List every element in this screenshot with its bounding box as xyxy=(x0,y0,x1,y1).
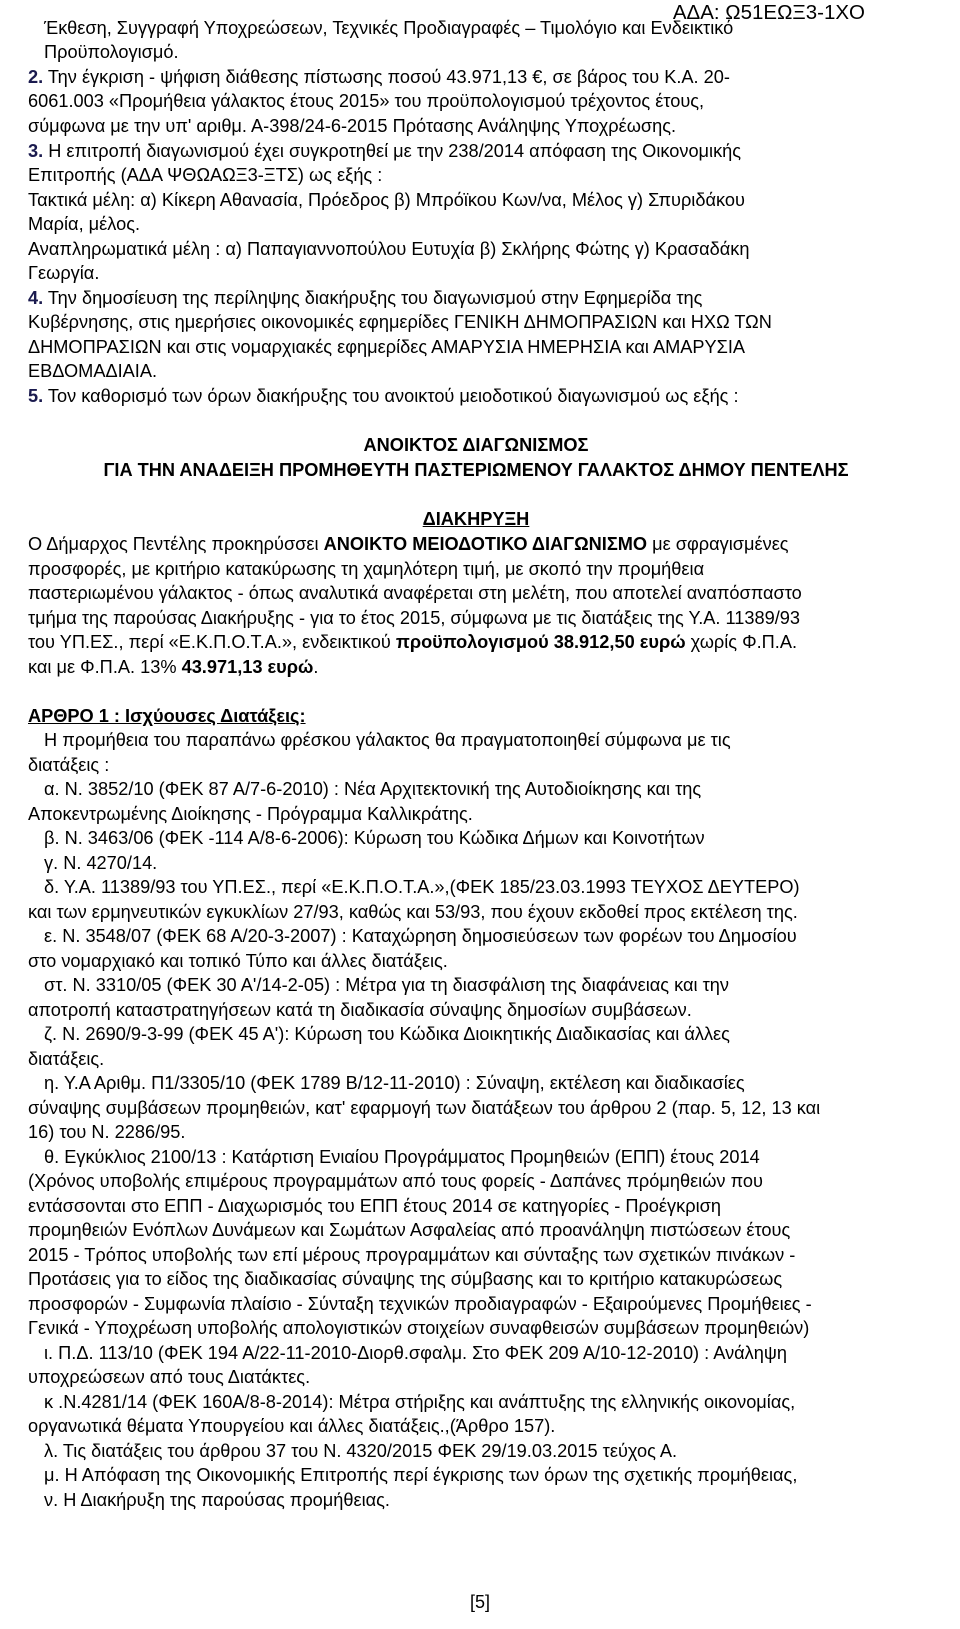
item-3-line-2: Επιτροπής (ΑΔΑ ΨΘΩΑΩΞ3-ΞΤΣ) ως εξής : xyxy=(28,165,383,185)
item-3-line-3: Τακτικά μέλη: α) Κίκερη Αθανασία, Πρόεδρος β) Μπρόϊκου Κων/να, Μέλος γ) Σπυριδάκου xyxy=(28,190,745,210)
title-declaration: ΔΙΑΚΗΡΥΞΗ xyxy=(422,509,530,529)
intro-line-2: Προϋπολογισμό. xyxy=(44,42,179,62)
provision-a-2: Αποκεντρωμένης Διοίκησης - Πρόγραμμα Καλλικράτης. xyxy=(28,804,473,824)
provision-i-2: υποχρεώσεων από τους Διατάκτες. xyxy=(28,1367,311,1387)
item-3-line-6: Γεωργία. xyxy=(28,263,100,283)
provision-d-1: δ. Υ.Α. 11389/93 του ΥΠ.ΕΣ., περί «Ε.Κ.Π.Ο.Τ.Α.»,(ΦΕΚ 185/23.03.1993 ΤΕΥΧΟΣ ΔΕΥΤΕΡΟ) xyxy=(44,877,800,897)
item-4-number: 4. xyxy=(28,288,44,308)
provision-c: γ. Ν. 4270/14. xyxy=(44,853,158,873)
declaration-line-4: τμήμα της παρούσας Διακήρυξης - για το έτος 2015, σύμφωνα με τις διατάξεις της Υ.Α. 11389/93 xyxy=(28,608,801,628)
provision-z-2: διατάξεις. xyxy=(28,1049,105,1069)
declaration-total: 43.971,13 ευρώ xyxy=(181,657,314,677)
item-2-line-1 xyxy=(28,65,924,90)
declaration-line-3: παστεριωμένου γάλακτος - όπως αναλυτικά αναφέρεται στη μελέτη, που αποτελεί αναπόσπαστο xyxy=(28,583,802,603)
item-4-line-1 xyxy=(28,286,924,311)
item-2-line-2: 6061.003 «Προμήθεια γάλακτος έτους 2015» του προϋπολογισμού τρέχοντος έτους, xyxy=(28,91,705,111)
item-3-text-1: Η επιτροπή διαγωνισμού έχει συγκροτηθεί με την 238/2014 απόφαση της Οικονομικής xyxy=(48,141,742,161)
declaration-text-6a: και με Φ.Π.Α. 13% xyxy=(28,657,182,677)
provision-th-1: θ. Εγκύκλιος 2100/13 : Κατάρτιση Ενιαίου Προγράμματος Προμηθειών (ΕΠΠ) έτους 2014 xyxy=(44,1147,760,1167)
provision-e-2: στο νομαρχιακό και τοπικό Τύπο και άλλες διατάξεις. xyxy=(28,951,448,971)
declaration-text-5a: του ΥΠ.ΕΣ., περί «Ε.Κ.Π.Ο.Τ.Α.», ενδεικτικού xyxy=(28,632,396,652)
declaration-line-5 xyxy=(28,630,924,655)
provision-th-4: προμηθειών Ενόπλων Δυνάμεων και Σωμάτων Ασφαλείας από προανάληψη πιστώσεων έτους xyxy=(28,1220,791,1240)
provision-h-1: η. Υ.Α Αριθμ. Π1/3305/10 (ΦΕΚ 1789 Β/12-11-2010) : Σύναψη, εκτέλεση και διαδικασίες xyxy=(44,1073,745,1093)
provision-th-2: (Χρόνος υποβολής επιμέρους προγραμμάτων από τους φορείς - Δαπάνες πρόμηθειών που xyxy=(28,1171,763,1191)
declaration-text-1c: με σφραγισμένες xyxy=(647,534,789,554)
provision-h-3: 16) του Ν. 2286/95. xyxy=(28,1122,186,1142)
declaration-text-1a: Ο Δήμαρχος Πεντέλης προκηρύσσει xyxy=(28,534,324,554)
item-3-line-4: Μαρία, μέλος. xyxy=(28,214,141,234)
item-2-number: 2. xyxy=(28,67,44,87)
provision-z-1: ζ. Ν. 2690/9-3-99 (ΦΕΚ 45 Α'): Κύρωση του Κώδικα Διοικητικής Διαδικασίας και άλλες xyxy=(44,1024,730,1044)
provision-i-1: ι. Π.Δ. 113/10 (ΦΕΚ 194 Α/22-11-2010-Διορθ.σφαλμ. Στο ΦΕΚ 209 Α/10-12-2010) : Ανάληψη xyxy=(44,1343,787,1363)
provision-h-2: σύναψης συμβάσεων προμηθειών, κατ' εφαρμογή των διατάξεων του άρθρου 2 (παρ. 5, 12, 13 και xyxy=(28,1098,821,1118)
article-1-intro-1: Η προμήθεια του παραπάνω φρέσκου γάλακτος θα πραγματοποιηθεί σύμφωνα με τις xyxy=(44,730,731,750)
item-4-text-1: Την δημοσίευση της περίληψης διακήρυξης του διαγωνισμού στην Εφημερίδα της xyxy=(47,288,703,308)
declaration-budget: προϋπολογισμού 38.912,50 ευρώ xyxy=(395,632,686,652)
article-1-heading: ΑΡΘΡΟ 1 : Ισχύουσες Διατάξεις: xyxy=(28,706,306,726)
item-4-line-3: ΔΗΜΟΠΡΑΣΙΩΝ και στις νομαρχιακές εφημερίδες ΑΜΑΡΥΣΙΑ ΗΜΕΡΗΣΙΑ και ΑΜΑΡΥΣΙΑ xyxy=(28,337,746,357)
item-3-line-1 xyxy=(28,139,924,164)
provision-th-8: Γενικά - Υποχρέωση υποβολής απολογιστικών στοιχείων συναφθεισών συμβάσεων προμηθειών) xyxy=(28,1318,810,1338)
provision-b: β. Ν. 3463/06 (ΦΕΚ -114 Α/8-6-2006): Κύρωση του Κώδικα Δήμων και Κοινοτήτων xyxy=(44,828,705,848)
ada-code: ΑΔΑ: Ω51ΕΩΞ3-1ΧΟ xyxy=(672,1,865,24)
item-4-line-2: Κυβέρνησης, στις ημερήσιες οικονομικές εφημερίδες ΓΕΝΙΚΗ ΔΗΜΟΠΡΑΣΙΩΝ και ΗΧΩ ΤΩΝ xyxy=(28,312,772,332)
declaration-line-2: προσφορές, με κριτήριο κατακύρωσης τη χαμηλότερη τιμή, με σκοπό την προμήθεια xyxy=(28,559,705,579)
provision-st-1: στ. Ν. 3310/05 (ΦΕΚ 30 Α'/14-2-05) : Μέτρα για τη διασφάλιση της διαφάνειας και την xyxy=(44,975,729,995)
declaration-text-6c: . xyxy=(313,657,319,677)
item-2-line-3: σύμφωνα με την υπ' αριθμ. Α-398/24-6-2015 Πρότασης Ανάληψης Υποχρέωσης. xyxy=(28,116,677,136)
provision-th-3: εντάσσονται στο ΕΠΠ - Διαχωρισμός του ΕΠΠ έτους 2014 σε κατηγορίες - Προέγκριση xyxy=(28,1196,721,1216)
item-4-line-4: ΕΒΔΟΜΑΔΙΑΙΑ. xyxy=(28,361,158,381)
declaration-line-1 xyxy=(28,532,924,557)
item-3-line-5: Αναπληρωματικά μέλη : α) Παπαγιαννοπούλου Ευτυχία β) Σκλήρης Φώτης γ) Κρασαδάκη xyxy=(28,239,750,259)
provision-k-1: κ .Ν.4281/14 (ΦΕΚ 160Α/8-8-2014): Μέτρα στήριξης και ανάπτυξης της ελληνικής οικονομίας, xyxy=(44,1392,796,1412)
intro-line-1: Έκθεση, Συγγραφή Υποχρεώσεων, Τεχνικές Προδιαγραφές – Τιμολόγιο και Ενδεικτικό xyxy=(44,18,734,38)
item-3-number: 3. xyxy=(28,141,44,161)
provision-e-1: ε. Ν. 3548/07 (ΦΕΚ 68 Α/20-3-2007) : Καταχώρηση δημοσιεύσεων των φορέων του Δημοσίου xyxy=(44,926,797,946)
provision-n: ν. Η Διακήρυξη της παρούσας προμήθειας. xyxy=(44,1490,390,1510)
item-5-text-1: Τον καθορισμό των όρων διακήρυξης του ανοικτού μειοδοτικού διαγωνισμού ως εξής : xyxy=(47,386,739,406)
article-1-intro-2: διατάξεις : xyxy=(28,755,110,775)
provision-k-2: οργανωτικά θέματα Υπουργείου και άλλες διατάξεις.,(Άρθρο 157). xyxy=(28,1416,556,1436)
provision-l: λ. Τις διατάξεις του άρθρου 37 του Ν. 4320/2015 ΦΕΚ 29/19.03.2015 τεύχος Α. xyxy=(44,1441,678,1461)
provision-th-6: Προτάσεις για το είδος της διαδικασίας σύναψης της σύμβασης και το κριτήριο κατακυρώσεως xyxy=(28,1269,783,1289)
provision-st-2: αποτροπή καταστρατηγήσεων κατά τη διαδικασία σύναψης δημοσίων συμβάσεων. xyxy=(28,1000,692,1020)
provision-m: μ. Η Απόφαση της Οικονομικής Επιτροπής περί έγκρισης των όρων της σχετικής προμήθειας, xyxy=(44,1465,798,1485)
provision-d-2: και των ερμηνευτικών εγκυκλίων 27/93, καθώς και 53/93, που έχουν εκδοθεί προς εκτέλεση της. xyxy=(28,902,798,922)
provision-th-7: προσφορών - Συμφωνία πλαίσιο - Σύνταξη τεχνικών προδιαγραφών - Εξαιρούμενες Προμήθειες - xyxy=(28,1294,812,1314)
item-5-line-1 xyxy=(28,384,924,409)
item-5-number: 5. xyxy=(28,386,44,406)
page-number: [5] xyxy=(469,1592,490,1612)
declaration-text-5c: χωρίς Φ.Π.Α. xyxy=(685,632,798,652)
title-open-tender: ΑΝΟΙΚΤΟΣ ΔΙΑΓΩΝΙΣΜΟΣ xyxy=(363,435,589,455)
item-2-text-1: Την έγκριση - ψήφιση διάθεσης πίστωσης ποσού 43.971,13 €, σε βάρος του Κ.Α. 20- xyxy=(47,67,730,87)
declaration-line-6 xyxy=(28,655,924,680)
title-tender-subject: ΓΙΑ ΤΗΝ ΑΝΑΔΕΙΞΗ ΠΡΟΜΗΘΕΥΤΗ ΠΑΣΤΕΡΙΩΜΕΝΟΥ ΓΑΛΑΚΤΟΣ ΔΗΜΟΥ ΠΕΝΤΕΛΗΣ xyxy=(103,460,849,480)
declaration-text-1b: ΑΝΟΙΚΤΟ ΜΕΙΟΔΟΤΙΚΟ ΔΙΑΓΩΝΙΣΜΟ xyxy=(323,534,648,554)
provision-th-5: 2015 - Τρόπος υποβολής των επί μέρους προγραμμάτων και σύνταξης των σχετικών πινάκων - xyxy=(28,1245,796,1265)
provision-a-1: α. Ν. 3852/10 (ΦΕΚ 87 Α/7-6-2010) : Νέα Αρχιτεκτονική της Αυτοδιοίκησης και της xyxy=(44,779,702,799)
